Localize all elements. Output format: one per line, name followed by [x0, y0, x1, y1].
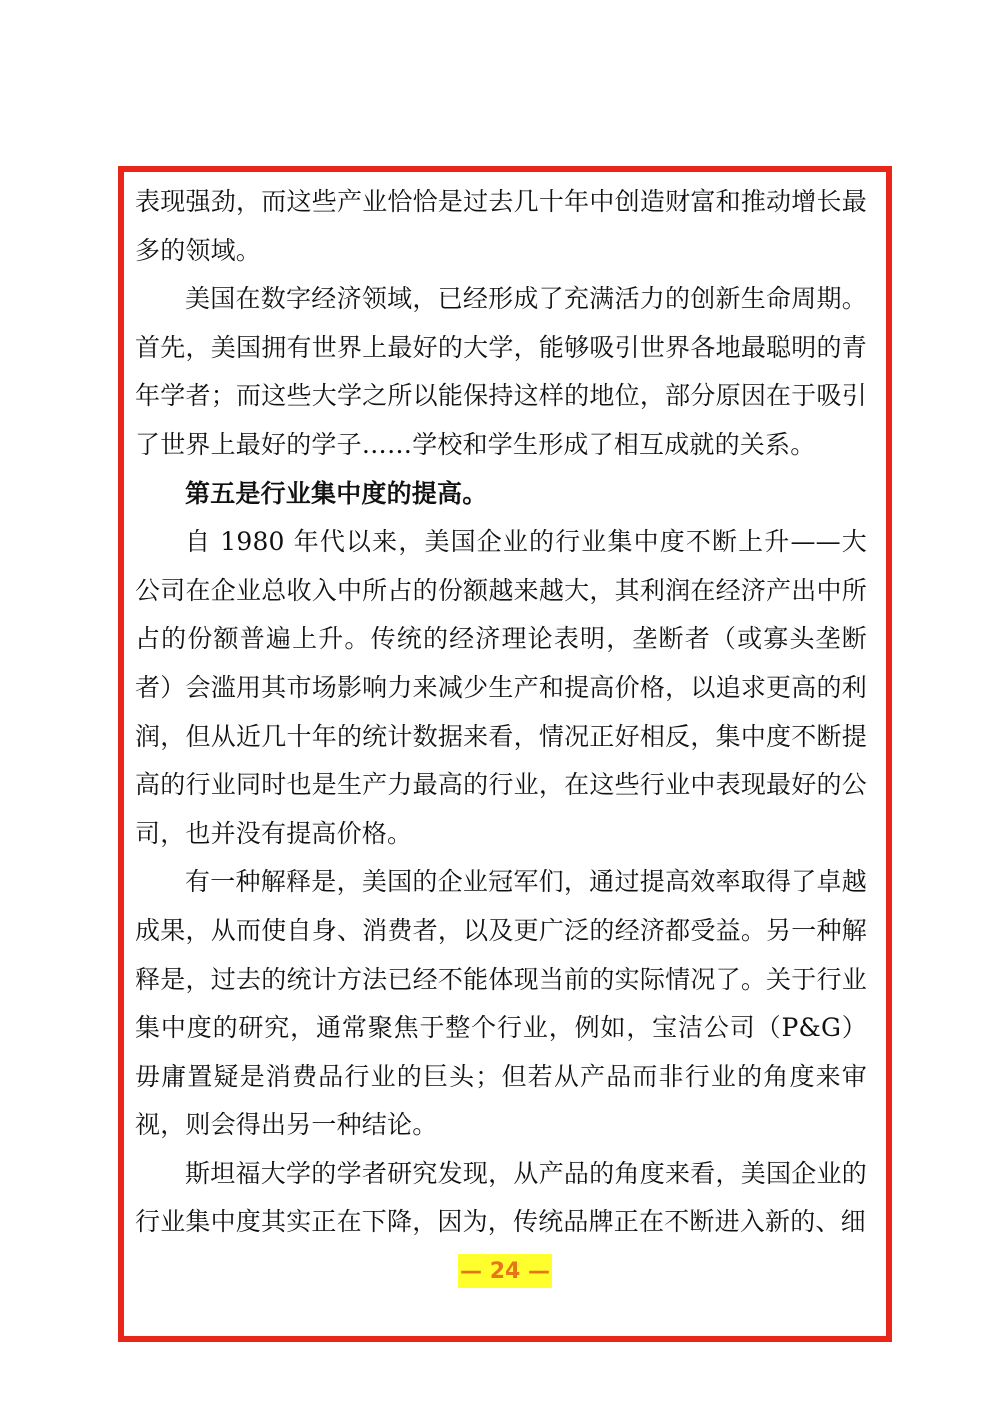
page-number: — 24 — — [458, 1254, 552, 1288]
paragraph-4: 有一种解释是，美国的企业冠军们，通过提高效率取得了卓越成果，从而使自身、消费者，以及更广泛的经济都受益。另一种解释是，过去的统计方法已经不能体现当前的实际情况了。关于行业集中度的研究，通常聚焦于整个行业，例如，宝洁公司（P&G）毋庸置疑是消费品行业的巨头；但若从产品而非行业的角度来审视，则会得出另一种结论。 — [135, 867, 867, 1140]
paragraph-1: 表现强劲，而这些产业恰恰是过去几十年中创造财富和推动增长最多的领域。 — [135, 187, 867, 265]
paragraph-5: 斯坦福大学的学者研究发现，从产品的角度来看，美国企业的行业集中度其实正在下降，因为，传统品牌正在不断进入新的、细 — [135, 1158, 867, 1237]
section-heading: 第五是行业集中度的提高。 — [185, 478, 488, 508]
body-text — [135, 178, 867, 1247]
paragraph-2: 美国在数字经济领域，已经形成了充满活力的创新生命周期。首先，美国拥有世界上最好的大学，能够吸引世界各地最聪明的青年学者；而这些大学之所以能保持这样的地位，部分原因在于吸引了世界上最好的学子……学校和学生形成了相互成就的关系。 — [135, 284, 867, 459]
paragraph-3: 自 1980 年代以来，美国企业的行业集中度不断上升——大公司在企业总收入中所占的份额越来越大，其利润在经济产出中所占的份额普遍上升。传统的经济理论表明，垄断者（或寡头垄断者）会滥用其市场影响力来减少生产和提高价格，以追求更高的利润，但从近几十年的统计数据来看，情况正好相反，集中度不断提高的行业同时也是生产力最高的行业，在这些行业中表现最好的公司，也并没有提高价格。 — [135, 527, 867, 848]
